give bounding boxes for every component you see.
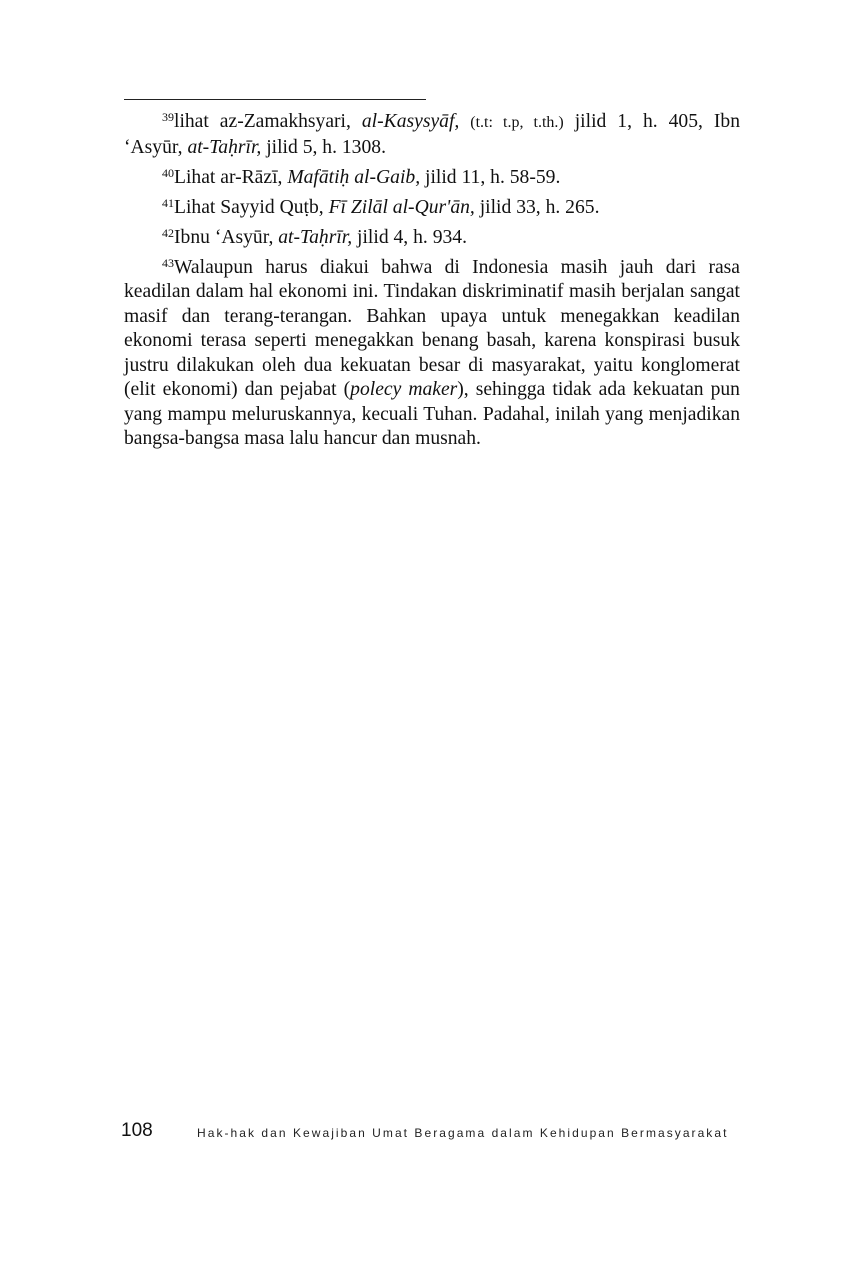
footnote-number: 42: [162, 225, 174, 240]
page-number: 108: [121, 1120, 153, 1141]
footnote-text: jilid 5, h. 1308.: [261, 136, 386, 158]
footnote-42: [124, 226, 740, 251]
footnotes-section: [124, 110, 740, 457]
footnote-text: [459, 111, 470, 132]
footnote-title-italic: at-Taḥrīr,: [278, 226, 353, 248]
footnote-title-italic: polecy maker: [350, 379, 458, 400]
footnote-number: 41: [162, 195, 174, 210]
footnote-text: ), sehingga tidak ada kekuatan pun yang mampu meluruskannya, kecuali Tuhan. Padahal, inilah yang menjadikan bangsa-bangsa masa lalu hancur dan musnah.: [124, 379, 740, 449]
footnote-text: jilid 33, h. 265.: [474, 196, 600, 218]
page-footer: [121, 1118, 761, 1148]
footnote-text: Ibnu ‘Asyūr,: [174, 226, 279, 248]
footnote-number: 39: [162, 110, 174, 124]
running-title: Hak-hak dan Kewajiban Umat Beragama dalam Kehidupan Bermasyarakat: [197, 1126, 729, 1140]
footnote-43: [124, 256, 740, 452]
footnote-text: Walaupun harus diakui bahwa di Indonesia masih jauh dari rasa keadilan dalam hal ekonomi ini. Tindakan diskriminatif masih berjalan sangat masif dan terang-terangan. Bahkan upaya untuk menegakkan keadilan ekonomi terasa seperti menegakkan benang basah, karena konspirasi busuk justru dilakukan oleh dua kekuatan besar di masyarakat, yaitu konglomerat (elit ekonomi) dan pejabat (: [124, 256, 740, 400]
footnote-title-italic: at-Taḥrīr,: [187, 136, 262, 158]
footnote-text: jilid 1, h. 405, Ibn ‘Asyūr,: [124, 111, 740, 158]
footnote-39: [124, 110, 740, 160]
footnote-title-italic: al-Kasysyāf,: [361, 111, 460, 132]
footnote-40: [124, 166, 740, 191]
footnote-separator-rule: [124, 99, 426, 100]
footnote-text: jilid 11, h. 58-59.: [420, 166, 561, 188]
footnote-number: 40: [162, 165, 174, 180]
footnote-title-italic: Mafātiḥ al-Gaib,: [287, 166, 421, 188]
footnote-text: (t.t: t.p, t.th.): [470, 114, 564, 131]
footnote-text: lihat az-Zamakhsyari,: [174, 111, 362, 132]
footnote-41: [124, 196, 740, 221]
footnote-title-italic: Fī Zilāl al-Qur'ān,: [328, 196, 475, 218]
footnote-text: Lihat Sayyid Quṭb,: [174, 196, 329, 218]
footnote-text: Lihat ar-Rāzī,: [174, 166, 288, 188]
footnote-text: jilid 4, h. 934.: [352, 226, 467, 248]
footnote-number: 43: [162, 255, 174, 270]
